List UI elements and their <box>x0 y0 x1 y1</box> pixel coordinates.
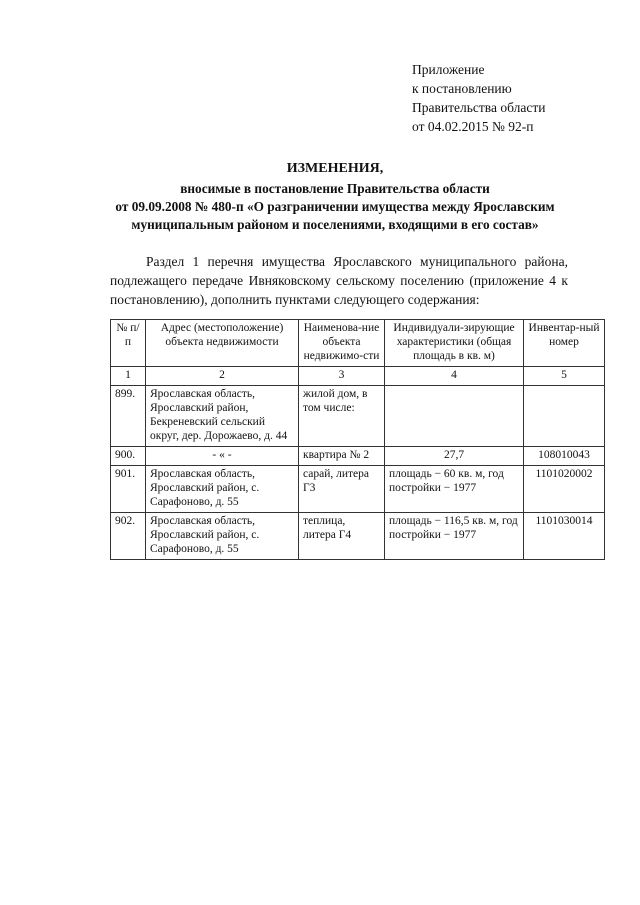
title-line: муниципальным районом и поселениями, входящими в его состав» <box>131 217 539 232</box>
cell-characteristics <box>385 386 524 447</box>
cell-address: Ярославская область, Ярославский район, с. Сарафоново, д. 55 <box>146 466 299 513</box>
cell-number: 902. <box>111 513 146 560</box>
property-table <box>110 319 605 560</box>
header-characteristics: Индивидуали-зирующие характеристики (общая площадь в кв. м) <box>385 320 524 367</box>
cell-characteristics: 27,7 <box>385 447 524 466</box>
cell-inventory-number: 1101020002 <box>524 466 605 513</box>
column-index: 3 <box>299 367 385 386</box>
cell-inventory-number: 1101030014 <box>524 513 605 560</box>
cell-address: - « - <box>146 447 299 466</box>
title-main: ИЗМЕНЕНИЯ, <box>286 161 384 176</box>
column-index: 4 <box>385 367 524 386</box>
cell-inventory-number <box>524 386 605 447</box>
cell-address: Ярославская область, Ярославский район, с. Сарафоново, д. 55 <box>146 513 299 560</box>
intro-paragraph: Раздел 1 перечня имущества Ярославского муниципального района, подлежащего передаче Ивняковскому сельскому поселению (приложение 4 к постановлению), дополнить пунктами следующего содержания: <box>110 254 568 307</box>
table-row <box>111 466 605 513</box>
cell-object-name: сарай, литера Г3 <box>299 466 385 513</box>
column-index: 5 <box>524 367 605 386</box>
cell-number: 900. <box>111 447 146 466</box>
appendix-reference <box>412 60 545 136</box>
appendix-line: Приложение <box>412 62 485 77</box>
cell-characteristics: площадь − 116,5 кв. м, год постройки − 1977 <box>385 513 524 560</box>
header-number: № п/п <box>111 320 146 367</box>
table-row <box>111 386 605 447</box>
appendix-line: к постановлению <box>412 81 512 96</box>
column-index: 1 <box>111 367 146 386</box>
appendix-line: Правительства области <box>412 100 546 115</box>
table-row <box>111 447 605 466</box>
cell-address: Ярославская область, Ярославский район, Бекреневский сельский округ, дер. Дорожаево, д. 44 <box>146 386 299 447</box>
appendix-line: от 04.02.2015 № 92-п <box>412 119 534 134</box>
table-header-row <box>111 320 605 367</box>
title-line: от 09.09.2008 № 480-п «О разграничении имущества между Ярославским <box>115 199 555 214</box>
cell-number: 899. <box>111 386 146 447</box>
document-title <box>100 160 570 234</box>
cell-characteristics: площадь − 60 кв. м, год постройки − 1977 <box>385 466 524 513</box>
column-index: 2 <box>146 367 299 386</box>
header-object-name: Наименова-ние объекта недвижимо-сти <box>299 320 385 367</box>
cell-object-name: жилой дом, в том числе: <box>299 386 385 447</box>
title-line: вносимые в постановление Правительства области <box>180 181 490 196</box>
table-row <box>111 513 605 560</box>
cell-object-name: теплица, литера Г4 <box>299 513 385 560</box>
cell-inventory-number: 108010043 <box>524 447 605 466</box>
header-inventory-number: Инвентар-ный номер <box>524 320 605 367</box>
cell-object-name: квартира № 2 <box>299 447 385 466</box>
cell-number: 901. <box>111 466 146 513</box>
column-index-row <box>111 367 605 386</box>
header-address: Адрес (местоположение) объекта недвижимости <box>146 320 299 367</box>
